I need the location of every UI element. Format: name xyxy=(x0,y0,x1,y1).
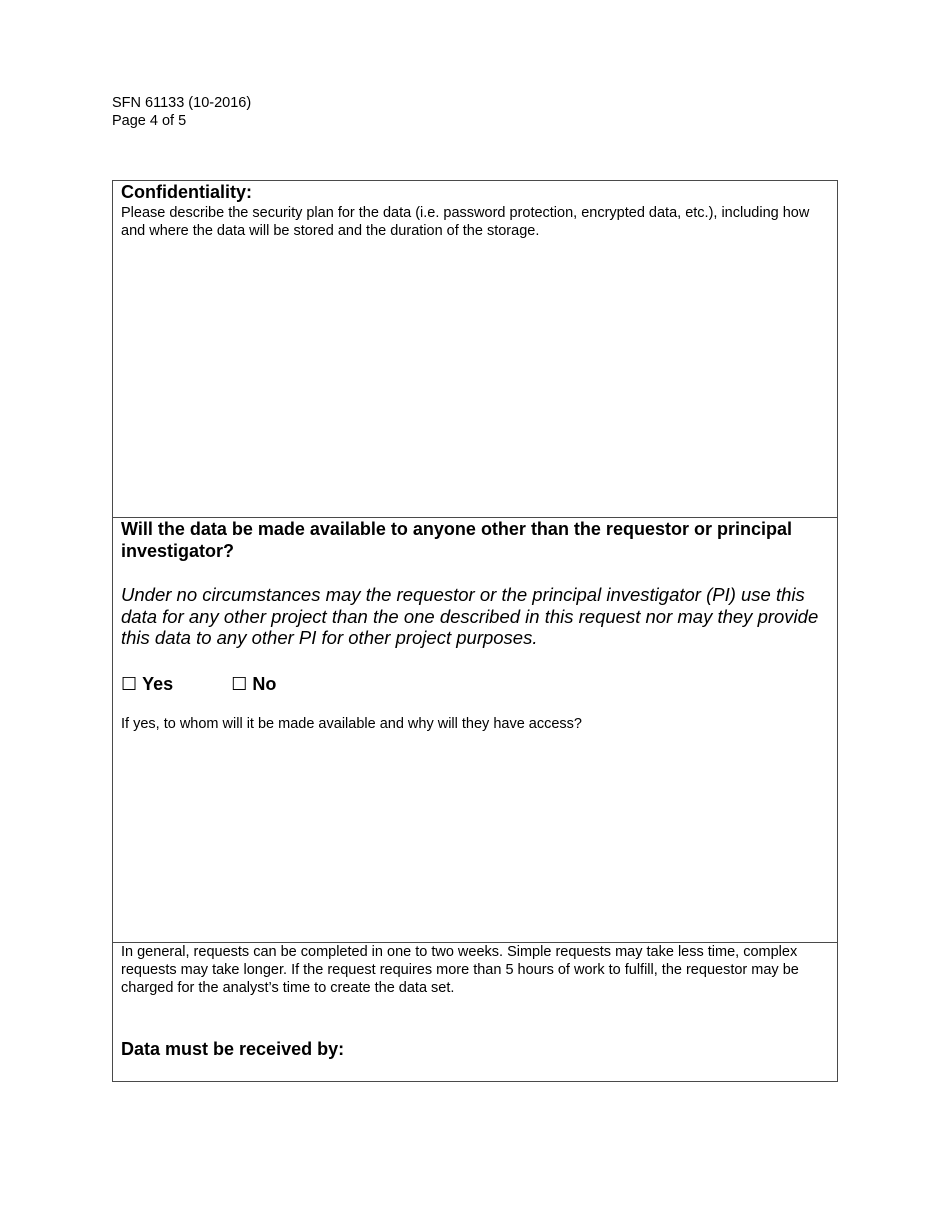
confidentiality-title: Confidentiality: xyxy=(121,182,252,202)
timing-section xyxy=(113,943,837,1081)
yes-checkbox[interactable]: ☐ xyxy=(121,673,138,694)
confidentiality-section[interactable] xyxy=(113,181,837,518)
no-checkbox[interactable]: ☐ xyxy=(231,673,248,694)
sharing-options xyxy=(121,673,829,695)
followup-response-area[interactable] xyxy=(121,733,829,923)
usage-restriction-notice: Under no circumstances may the requestor or the principal investigator (PI) use this data for any other project than the one described in this request nor may they provide this data to any other PI for other project purposes. xyxy=(121,584,819,648)
yes-option[interactable] xyxy=(121,673,173,695)
data-sharing-section xyxy=(113,518,837,943)
yes-label: Yes xyxy=(142,673,174,694)
followup-prompt: If yes, to whom will it be made available and why will they have access? xyxy=(121,715,582,732)
data-sharing-question: Will the data be made available to anyone other than the requestor or principal investigator? xyxy=(121,519,792,561)
no-label: No xyxy=(252,673,277,694)
page-indicator: Page 4 of 5 xyxy=(112,113,187,129)
no-option[interactable] xyxy=(231,673,276,695)
form-box xyxy=(112,180,838,1082)
deadline-label[interactable]: Data must be received by: xyxy=(121,1039,345,1059)
timing-info: In general, requests can be completed in one to two weeks. Simple requests may take less time, complex requests may take longer. If the request requires more than 5 hours of work to fulfill, the requestor may be charged for the analyst’s time to create the data set. xyxy=(121,944,799,996)
form-header xyxy=(112,94,251,130)
form-number: SFN 61133 (10-2016) xyxy=(112,95,252,111)
confidentiality-description: Please describe the security plan for the data (i.e. password protection, encrypted data, etc.), including how and where the data will be stored and the duration of the storage. xyxy=(121,205,810,239)
